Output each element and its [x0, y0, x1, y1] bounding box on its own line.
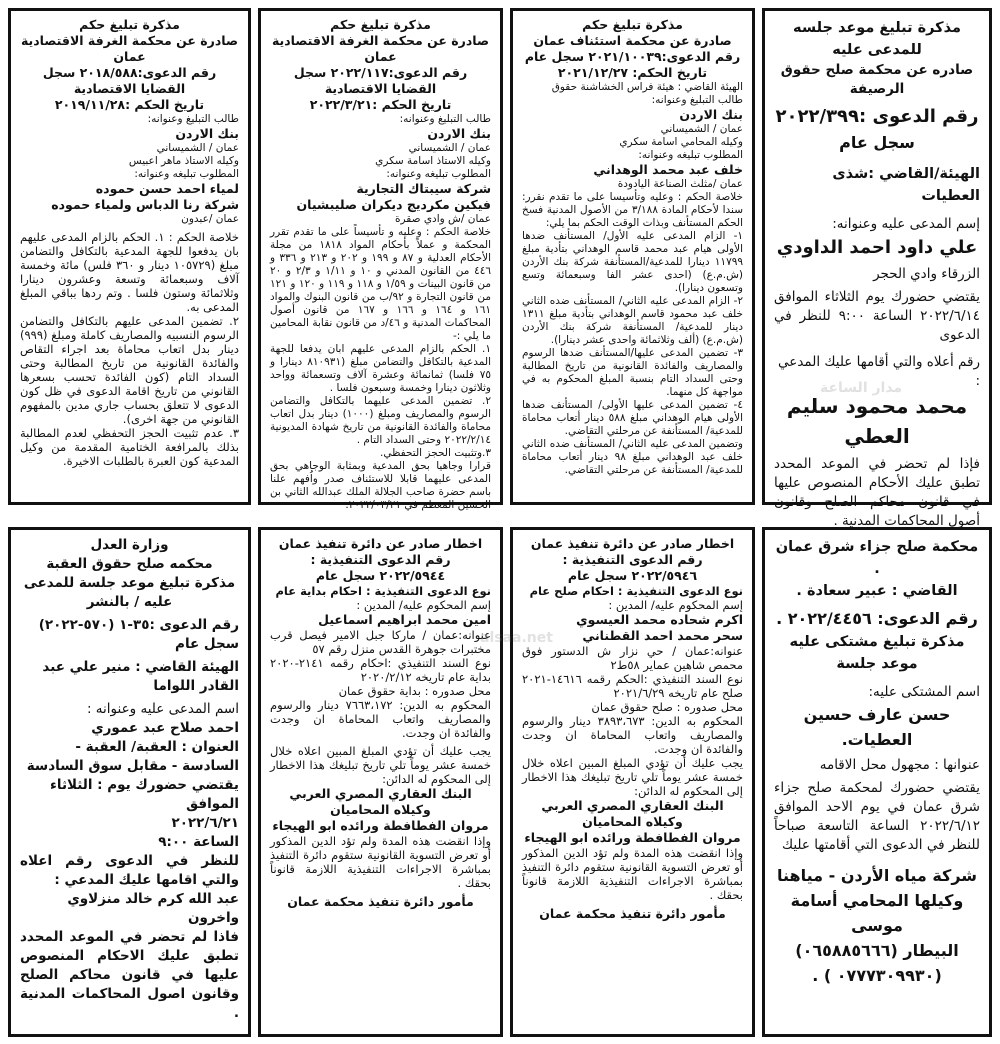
notice-title: مذكرة تبليغ حكم [79, 17, 180, 32]
enforcement-bond: نوع السند التنفيذي :احكام رقمه ٢١٤١-٢٠٢٠ بداية عام تاريخه ٢٠٢٠/٢/١٢ [270, 656, 491, 684]
judge: الهيئة/القاضي :شذى العطيات [832, 166, 980, 204]
defendant-label: المطلوب تبليغه وعنوانه: [638, 149, 743, 161]
case-label: رقم الدعوى التنفيذية : [310, 552, 451, 567]
requester-address: عمان / الشميساني [660, 123, 743, 135]
notice-economic-judgment-117 [258, 8, 503, 511]
judgment-item-1: ١- الزام المدعى عليه الأول/ المستأنف ضدها الأولى هيام عبد محمد قاسم الوهداني بتأدية مبلغ ١١٧٩٩ دينارا للمدعية/المستأنفة شركة بنك الأردن (ش.م.ع) (احدى عشر الفا وسبعمائة وتسع وتسعون دينارا). [522, 230, 743, 294]
case-number: رقم الدعوى:٢٠٢١/١٠٠٣٩ سجل عام [524, 49, 741, 64]
court-name: محكمه صلح حقوق العقبة [46, 556, 213, 572]
case-number: ٢٠٢٢/٥٩٤٤ سجل عام [315, 568, 446, 583]
payment-notice: يجب عليك أن تؤدي المبلغ المبين اعلاه خلال خمسة عشر يوماً تلي تاريخ تبليغك هذا الاخطار إلى المحكوم له الدائن: [270, 744, 491, 786]
consider-text: للنظر في الدعوى رقم اعلاه والتي اقامها عليك المدعي : [20, 853, 239, 888]
judge: القاضي : عبير سعادة . [796, 583, 958, 599]
defendant: خلف عبد محمد الوهداني [593, 162, 743, 177]
complainant-company: شركة مياه الأردن - مياهنا [776, 866, 978, 885]
requester: بنك الاردن [427, 126, 491, 141]
agent: وكيله الاستاذ ماهر اعبيس [128, 155, 239, 167]
requester-label: طالب التبليغ وعنوانه: [399, 113, 491, 125]
watermark: alsaa.net [480, 630, 553, 646]
defendant-label: المطلوب تبليغه وعنوانه: [134, 168, 239, 180]
signature: مأمور دائرة تنفيذ محكمة عمان [539, 906, 726, 921]
debtor-label: إسم المحكوم عليه/ المدين : [608, 598, 743, 612]
case-number: ٢٠٢٢/٥٩٤٦ سجل عام [567, 568, 698, 583]
defendant-name: علي داود احمد الداودي [776, 237, 978, 258]
judgment-item-2: ٢- الزام المدعى عليه الثاني/ المستأنف ضده الثاني خلف عبد محمود قاسم الوهداني بتأدية مبلغ ١٣١١ دينار للمدعية/ المستأنفة شركة بنك الأردن (ش.م.ع) (ألف وثلاثمائة واحدى عشر دينارا). [522, 295, 743, 346]
payment-notice: يجب عليك أن تؤدي المبلغ المبين اعلاه خلال خمسة عشر يوماً تلي تاريخ تبليغك هذا الاخطار إلى المحكوم له الدائن: [522, 756, 743, 798]
defendant-address: الزرقاء وادي الحجر [873, 266, 980, 282]
ministry: وزارة العدل [90, 537, 169, 553]
requester: بنك الاردن [175, 126, 239, 141]
agent-phone-1: البيطار (٠٦٥٨٨٥٦٦٦) [795, 941, 959, 960]
creditor-agents: مروان الفطافطة ورائده ابو الهيجاء [524, 830, 741, 845]
plaintiff: عبد الله كرم خالد منزلاوي واخرون [67, 891, 239, 926]
session-time: الساعة ٩:٠٠ [158, 834, 239, 850]
enforcement-bond: نوع السند التنفيذي :الحكم رقمه ١٤٦١٦-٢٠٢١ صلح عام تاريخه ٢٠٢١/٦/٢٩ [522, 672, 743, 700]
complainant-agent: وكيلها المحامي أسامة موسى [790, 891, 964, 935]
creditor-agents-label: وكيلاه المحاميان [582, 814, 683, 829]
notice-east-amman-criminal [762, 527, 992, 1037]
accused-label: اسم المشتكى عليه: [868, 684, 980, 700]
judgment-item-3: ٣- تضمين المدعى عليها/المستأنف ضدها الرسوم والمصاريف والفائدة القانونية من تاريخ المطالبة وحتى السداد التام بنسبة المبلغ المحكوم به في مواجهة كل منهما. [522, 347, 743, 398]
notice-execution-5946 [510, 527, 755, 1037]
judgment-summary: خلاصة الحكم : وعليه وتأسيسا على ما تقدم نقرر: سندا لأحكام المادة ٣/١٨٨ من الأصول المدنية فسخ الحكم المستأنف وبذات الوقت الحكم بما يلي: [522, 191, 743, 229]
judgment-date: تاريخ الحكم :٢٠١٩/١١/٢٨ [54, 97, 205, 112]
creditor: البنك العقاري المصري العربي [541, 798, 724, 813]
issue-place: محل صدوره : بداية حقوق عمان [338, 684, 491, 698]
defendant-address: عمان /مثلث الصناعة اليادودة [617, 178, 743, 190]
plaintiff-name: محمد محمود سليم العطي [786, 394, 968, 448]
defendant-2: فيكين مكرديج ديكران صليبشيان [296, 197, 491, 212]
attendance-text: يقتضي حضورك لمحكمة صلح جزاء شرق عمان في يوم الاحد الموافق ٢٠٢٢/٦/١٢ الساعة التاسعة صباحاً للنظر في الدعوى التي أقامتها عليك [774, 780, 980, 853]
debtor-address: عنوانه:عمان / ماركا جبل الامير فيصل قرب مختبرات جوهرة القدس منزل رقم ٥٧ [270, 628, 491, 656]
debtor-1: اكرم شحاده محمد العيسوي [576, 612, 743, 627]
register: سجل عام [175, 636, 239, 652]
notice-court: صادرة عن محكمة الغرفة الاقتصادية عمان [271, 33, 490, 64]
requester-address: عمان / الشميساني [408, 142, 491, 154]
defendant-1: شركة سيبتاك التجارية [356, 181, 491, 196]
case-number: رقم الدعوى:٢٠٢٢/١١٧ سجل القضايا الاقتصادية [293, 65, 468, 96]
defendant-address: العنوان : العقبة/ العقبة - السادسة - مقابل سوق السادسة [26, 739, 239, 774]
judgment-item-2: ٢. تضمين المدعى عليهم بالتكافل والتضامن الرسوم النسبيه والمصاريف كاملة ومبلغ (٩٩٩) دينار بدل اتعاب محاماة بعد اجراء التقاص والفائدة القانونية من تاريخ المطالبة وحتى السداد التام (كون الفائدة تحسب بسعرها القانوني من تاريخ اقامة الدعوى في ظل كون الدعوى لا تتعلق بحساب جاري مدين بالمفهوم القانوني من جهة اخرى). [20, 314, 239, 426]
creditor-agents-label: وكيلاه المحاميان [330, 802, 431, 817]
judgment-item-1: خلاصة الحكم : ١. الحكم بالزام المدعى عليهم بان يدفعوا للجهة المدعية بالتكافل والتضامن مبلغ (١٠٥٧٢٩ دينار و ٣٦٠ فلس) مائة وخمسة آلاف وسبعمائة وتسعة وعشرون دينارا وثلاثمائة وستون فلسا . وتم ردها بباقي المبلغ المدعى به. [20, 230, 240, 314]
warning-text: وإذا انقضت هذه المدة ولم تؤد الدين المذكور أو تعرض التسوية القانونية ستقوم دائرة التنفيذ بمباشرة الاجراءات التنفيذية اللازمة قانوناً بحقك . [522, 846, 743, 902]
notice-aqaba-session [8, 527, 251, 1037]
defendant-label: إسم المدعى عليه وعنوانه: [832, 216, 980, 232]
notice-title: مذكرة تبليغ حكم [330, 17, 431, 32]
case-number: رقم الدعوى :٢٠٢٢/٣٩٩ [775, 106, 979, 127]
defendant-address: عمان /عبدون [181, 213, 239, 225]
warning-text: فإذا لم تحضر في الموعد المحدد تطبق عليك الأحكام المنصوص عليها في قانون محاكم الصلح وقانون أصول المحاكمات المدنية . [774, 456, 980, 529]
case-number: رقم الدعوى:٢٠١٨/٥٨٨ سجل القضايا الاقتصادية [42, 65, 217, 96]
notice-economic-judgment-588 [8, 8, 251, 505]
notice-execution-5944 [258, 527, 503, 1037]
defendant-label: اسم المدعى عليه وعنوانه : [86, 701, 239, 717]
court-name: محكمة صلح جزاء شرق عمان . [775, 539, 979, 577]
attendance-text: يقتضي حضورك يوم الثلاثاء الموافق ٢٠٢٢/٦/١٤ الساعة ٩:٠٠ للنظر في الدعوى [774, 289, 980, 343]
notice-title: مذكرة تبليغ حكم [582, 17, 683, 32]
creditor: البنك العقاري المصري العربي [289, 786, 472, 801]
accused-name: حسن عارف حسين العطيات. [803, 705, 951, 749]
notice-appeal-judgment [510, 8, 755, 505]
notice-court: صادره عن محكمة صلح حقوق الرصيفة [780, 62, 974, 97]
agent: وكيله الاستاذ اسامة سكري [375, 155, 491, 167]
judgment-item-2: ٢. تضمين المدعى عليهما بالتكافل والتضامن الرسوم والمصاريف ومبلغ (١٠٠٠) دينار بدل اتعاب محاماة والفائدة القانونية من تاريخ شهادة المديونية ٢٠٢٢/٢/١٤ وحتى السداد التام . [270, 395, 491, 446]
notice-title: مذكرة تبليغ موعد جلسه للمدعى عليه [793, 20, 961, 58]
judgment-summary: خلاصة الحكم : وعليه و تأسيساً على ما تقدم تقرر المحكمة و عملاً بأحكام المواد ١٨١٨ من مجلة الأحكام العدلية و ٨٧ و ١٩٩ و ٢٠٢ و ٢١٣ و ٣٣٦ و ٤٤٦ من القانون المدني و ١٠ و ١/١١ و ٢/٣ و ٢٠ من قانون البينات و ١/٥٩ و ١١٨ و ١١٩ و ١٢٠ و ١٢١ من قانون التجارة و ٩٢/ب من قانون البنوك والمواد ١٦١ و ١٦٤ و ١٦٦ و ١٦٧ من قانون أصول المحاكمات المدنية و ٤٦/د من قانون نقابة المحامين ما يلي :- [270, 226, 492, 342]
creditor-agents: مروان الفطافطة ورائده ابو الهيجاء [272, 818, 489, 833]
judgment-item-3: ٣. عدم تثبيت الحجز التحفظي لعدم المطالبة بذلك بالمرافعة الختامية المقدمة من وكيل المدعية كون العبرة بالطلبات الاخيرة. [20, 426, 239, 468]
notice-rusaifa-session [762, 8, 992, 529]
case-number: رقم الدعوى: ٢٠٢٢/٤٤٥٦ . [776, 609, 978, 628]
defendant-1: لمياء احمد حسن حموده [95, 181, 239, 196]
warning-text: وإذا انقضت هذه المدة ولم تؤد الدين المذكور أو تعرض التسوية القانونية ستقوم دائرة التنفيذ بمباشرة الاجراءات التنفيذية اللازمة قانوناً بحقك . [270, 834, 491, 890]
watermark: مدار الساعة [820, 380, 903, 396]
debtor-label: إسم المحكوم عليه/ المدين : [356, 598, 491, 612]
notice-title: مذكرة تبليغ مشتكى عليه موعد جلسة [789, 634, 965, 672]
debt-amount: المحكوم به الدين: ٣٨٩٣،٦٧٣ دينار والرسوم والمصاريف واتعاب المحاماة ان وجدت والفائدة ان وجدت. [522, 714, 743, 756]
accused-address: عنوانها : مجهول محل الاقامه [819, 757, 980, 773]
attendance-text: يقتضي حضورك يوم : الثلاثاء الموافق [49, 777, 239, 812]
plaintiff-label: رقم أعلاه والتي أقامها عليك المدعي : [778, 354, 980, 389]
debtor-address: عنوانه:عمان / حي نزار ش الدستور فوق محمص شاهين عماير ٥٨ط٢ [522, 644, 743, 672]
agent: وكيله المحامي اسامة سكري [619, 136, 743, 148]
judgment-item-1: ١. الحكم بالزام المدعى عليهم ابان يدفعا للجهة المدعية بالتكافل والتضامن مبلغ (٨١٠٩٣١ دينارا و ٧٥ فلسا) ثمانمائة وعشرة آلاف وتسعمائة وواحد وثلاثون دينارا وخمسة وسبعون فلسا . [270, 343, 491, 394]
defendant-name: احمد صلاح عبد عموري [91, 720, 239, 736]
requester-label: طالب التبليغ وعنوانه: [651, 94, 743, 106]
register: سجل عام [839, 133, 915, 152]
judgment-item-4: ٤- تضمين المدعى عليها الأولى/ المستأنف ضدها الأولى هيام الوهداني مبلغ ٥٨٨ دينار أتعاب محاماة للمدعية/ المستأنفة عن مرحلتي التقاضي. [522, 399, 743, 437]
case-type: نوع الدعوى التنفيذية : احكام بداية عام [275, 584, 491, 598]
notice-court: صادرة عن محكمة استئناف عمان [533, 33, 732, 48]
case-type: نوع الدعوى التنفيذية : احكام صلح عام [529, 584, 743, 598]
notice-title: اخطار صادر عن دائرة تنفيذ عمان [530, 536, 735, 551]
agent-phone-2: (٠٧٧٧٣٠٩٩٣٠ ) . [812, 966, 942, 985]
defendant-address: عمان /ش وادي صقرة [394, 213, 491, 225]
defendant-2: شركة رنا الدباس ولمياء حموده [51, 197, 239, 212]
case-number: رقم الدعوى :٣٥-١ (٥٧٠-٢٠٢٢) [38, 617, 239, 633]
judgment-closing: قرارا وجاهيا بحق المدعية وبمثابة الوجاهي بحق المدعى عليهما قابلا للاستئناف صدر واُفهم علنا باسم حضرة صاحب الجلالة الملك عبدالله الثاني بن الحسين المعظم في ٢٠٢٢/٠٣/٢١. [270, 460, 491, 511]
requester-address: عمان / الشميساني [156, 142, 239, 154]
judgment-date: تاريخ الحكم: ٢٠٢١/١٢/٢٧ [557, 65, 708, 80]
panel: الهيئة القاضي : هيئة فراس الخشاشنة حقوق [551, 81, 743, 93]
debt-amount: المحكوم به الدين: ٧٦٦٣،١٧٢ دينار والرسوم والمصاريف واتعاب المحاماة ان وجدت والفائدة ان وجدت. [270, 698, 491, 740]
requester-label: طالب التبليغ وعنوانه: [147, 113, 239, 125]
debtor: امين محمد ابراهيم اسماعيل [318, 612, 491, 627]
signature: مأمور دائرة تنفيذ محكمة عمان [287, 894, 474, 909]
requester: بنك الاردن [679, 107, 743, 122]
judgment-item-3: ٣.وتثبيت الحجز التحفظي. [379, 447, 491, 459]
session-date: ٢٠٢٢/٦/٢١ [171, 815, 239, 831]
notice-court: صادرة عن محكمة الغرفة الاقتصادية عمان [20, 33, 239, 64]
notice-title: اخطار صادر عن دائرة تنفيذ عمان [278, 536, 483, 551]
debtor-2: سحر محمد احمد القطناني [582, 628, 743, 643]
warning-text: فاذا لم تحضر في الموعد المحدد تطبق عليك الاحكام المنصوص عليها في قانون محاكم الصلح وقانون اصول المحاكمات المدنية . [20, 929, 239, 1021]
judgment-item-5: وتضمين المدعى عليه الثاني/ المستأنف ضده الثاني خلف عبد الوهداني مبلغ ٩٨ دينار أتعاب محاماة للمدعية/ المستأنفة عن مرحلتي التقاضي. [522, 438, 744, 476]
issue-place: محل صدوره : صلح حقوق عمان [591, 700, 743, 714]
defendant-label: المطلوب تبليغه وعنوانه: [386, 168, 491, 180]
notice-title: مذكرة تبليغ موعد جلسة للمدعى عليه / بالنشر [23, 575, 236, 610]
case-label: رقم الدعوى التنفيذية : [562, 552, 703, 567]
judgment-date: تاريخ الحكم :٢٠٢٢/٣/٢١ [309, 97, 452, 112]
judge: الهيئة القاضي : منير علي عبد القادر اللواما [42, 659, 239, 694]
